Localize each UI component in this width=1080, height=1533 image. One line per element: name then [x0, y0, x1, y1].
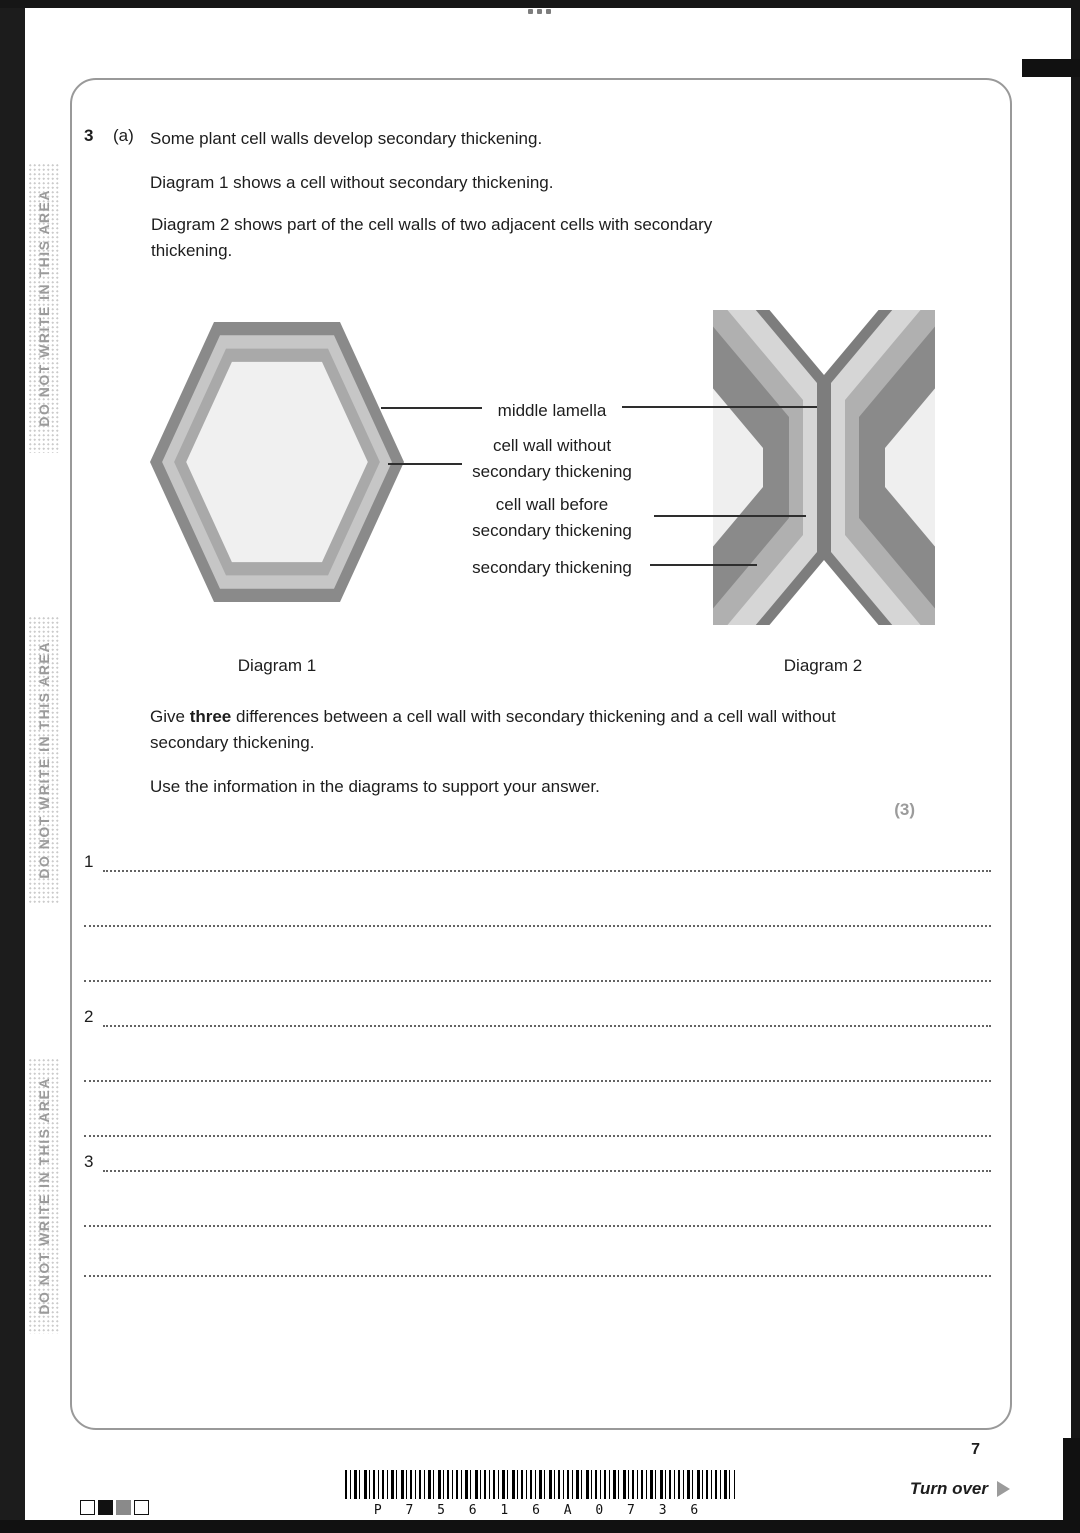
label-cell-wall-without — [432, 433, 672, 485]
leader-cell-wall-without — [388, 463, 462, 465]
binding-dots-icon — [528, 9, 551, 14]
label-cell-wall-before — [432, 492, 672, 544]
task-bold-word: three — [189, 707, 232, 726]
page-edge-right — [1071, 0, 1080, 1533]
turn-over-arrow-icon — [997, 1481, 1010, 1497]
crop-mark-bottom-right — [1063, 1438, 1080, 1533]
answer-2-line-3[interactable] — [84, 1135, 991, 1137]
leader-middle-lamella-right — [622, 406, 817, 408]
leader-secondary-thickening — [650, 564, 757, 566]
leader-cell-wall-before — [654, 515, 806, 517]
label-cell-wall-without-line1: cell wall without — [492, 436, 612, 455]
turn-over — [850, 1479, 1010, 1499]
answer-1-line-2[interactable] — [84, 925, 991, 927]
barcode-text: P 7 5 6 1 6 A 0 7 3 6 — [373, 1503, 707, 1518]
check-square-gray — [116, 1500, 131, 1515]
label-cell-wall-before-line2: secondary thickening — [472, 521, 632, 540]
answer-3-line-2[interactable] — [84, 1225, 991, 1227]
print-check-squares — [80, 1500, 149, 1515]
question-support: Use the information in the diagrams to support your answer. — [150, 777, 600, 796]
do-not-write-strip-1 — [28, 163, 59, 453]
question-para1: Diagram 1 shows a cell without secondary thickening. — [150, 173, 554, 192]
answer-3-number: 3 — [84, 1152, 94, 1171]
diagram2-caption: Diagram 2 — [783, 656, 863, 675]
answer-2-line-1[interactable] — [103, 1025, 991, 1027]
question-part-label: (a) — [113, 126, 134, 145]
question-task — [150, 704, 850, 756]
answer-1-line-3[interactable] — [84, 980, 991, 982]
task-suffix: differences between a cell wall with secondary thickening and a cell wall without secondary thickening. — [150, 707, 836, 752]
check-square-outline-2 — [134, 1500, 149, 1515]
do-not-write-text: DO NOT WRITE IN THIS AREA — [35, 641, 52, 879]
diagram2-left-cell — [713, 310, 824, 625]
page-edge-left — [0, 0, 25, 1533]
answer-1-number: 1 — [84, 852, 94, 871]
label-cell-wall-without-line2: secondary thickening — [472, 462, 632, 481]
leader-middle-lamella-left — [381, 407, 482, 409]
question-para2: Diagram 2 shows part of the cell walls of two adjacent cells with secondary thickening. — [151, 215, 713, 260]
crop-mark-top-right — [1022, 59, 1080, 77]
page-edge-top — [0, 0, 1080, 8]
diagram1-cell — [148, 318, 406, 606]
barcode — [345, 1470, 735, 1499]
answer-3-line-1[interactable] — [103, 1170, 991, 1172]
label-secondary-thickening: secondary thickening — [472, 558, 632, 577]
page-number: 7 — [971, 1441, 980, 1458]
answer-1-line-1[interactable] — [103, 870, 991, 872]
do-not-write-text: DO NOT WRITE IN THIS AREA — [35, 189, 52, 427]
do-not-write-strip-3 — [28, 1058, 59, 1334]
marks-badge: (3) — [894, 800, 915, 819]
do-not-write-text: DO NOT WRITE IN THIS AREA — [35, 1077, 52, 1315]
task-prefix: Give — [150, 707, 190, 726]
question-number: 3 — [84, 126, 94, 145]
label-cell-wall-before-line1: cell wall before — [495, 495, 609, 514]
question-intro: Some plant cell walls develop secondary thickening. — [150, 129, 543, 148]
do-not-write-strip-2 — [28, 616, 59, 904]
answer-2-line-2[interactable] — [84, 1080, 991, 1082]
answer-2-number: 2 — [84, 1007, 94, 1026]
label-middle-lamella: middle lamella — [497, 401, 607, 420]
page-edge-bottom — [0, 1520, 1080, 1533]
diagram2-adjacent-cells — [713, 310, 935, 625]
check-square-outline-1 — [80, 1500, 95, 1515]
check-square-black — [98, 1500, 113, 1515]
diagram2-right-cell — [824, 310, 935, 625]
turn-over-label: Turn over — [909, 1479, 988, 1498]
diagram1-caption: Diagram 1 — [237, 656, 317, 675]
answer-3-line-3[interactable] — [84, 1275, 991, 1277]
